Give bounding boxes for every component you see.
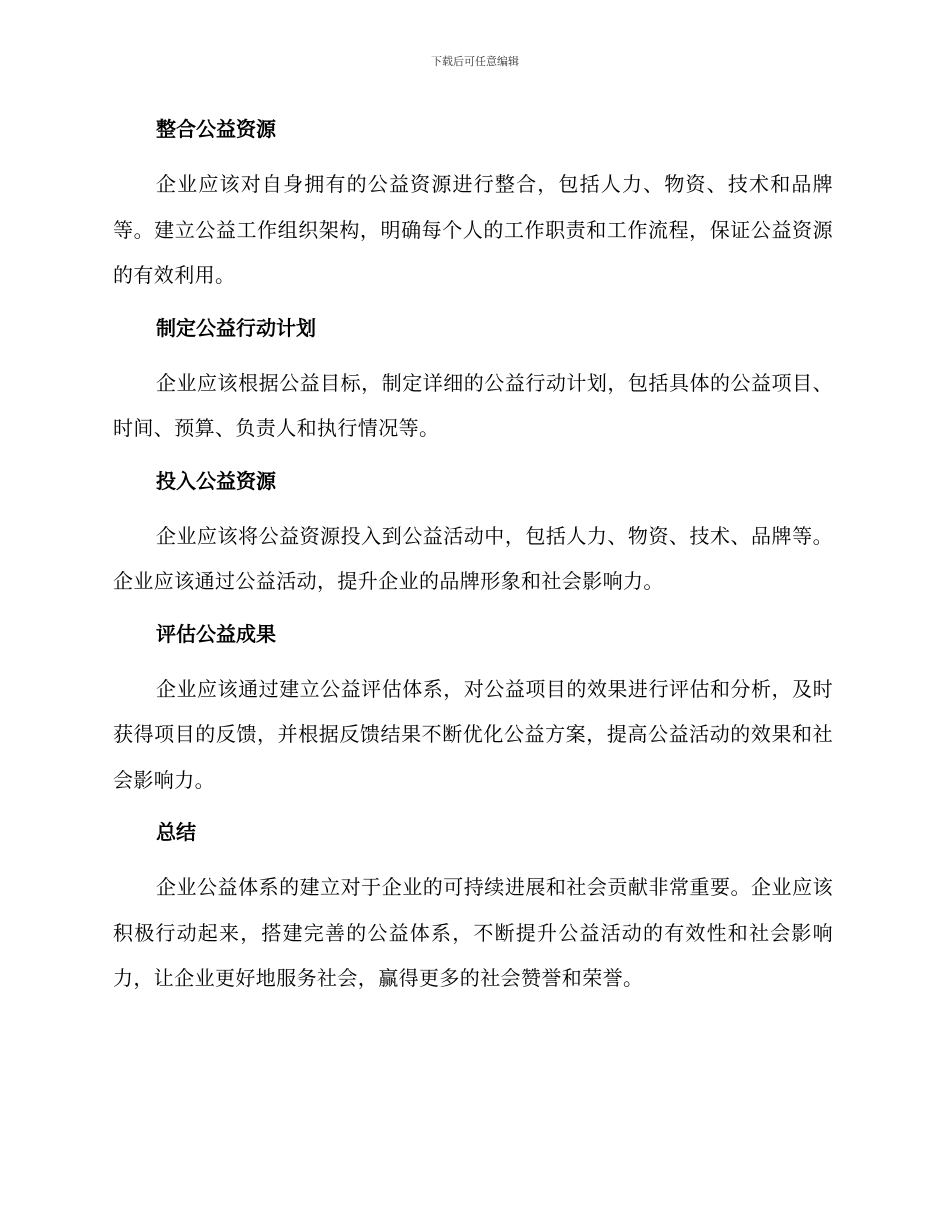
section-heading: 投入公益资源 xyxy=(156,468,276,493)
section-evaluate-results xyxy=(113,616,833,815)
section-integrate-resources xyxy=(113,111,833,310)
section-action-plan xyxy=(113,310,833,463)
section-heading: 制定公益行动计划 xyxy=(156,315,316,340)
section-paragraph: 企业公益体系的建立对于企业的可持续进展和社会贡献非常重要。企业应该积极行动起来，搭建完善的公益体系，不断提升公益活动的有效性和社会影响力，让企业更好地服务社会，赢得更多的社会赞誉和荣誉。 xyxy=(113,875,833,990)
section-heading: 评估公益成果 xyxy=(156,621,276,646)
section-paragraph: 企业应该通过建立公益评估体系，对公益项目的效果进行评估和分析，及时获得项目的反馈，并根据反馈结果不断优化公益方案，提高公益活动的效果和社会影响力。 xyxy=(113,676,833,792)
document-body xyxy=(113,111,833,1002)
section-heading: 整合公益资源 xyxy=(156,117,276,141)
section-paragraph: 企业应该对自身拥有的公益资源进行整合，包括人力、物资、技术和品牌等。建立公益工作组织架构，明确每个人的工作职责和工作流程，保证公益资源的有效利用。 xyxy=(113,172,833,287)
section-paragraph: 企业应该根据公益目标，制定详细的公益行动计划，包括具体的公益项目、时间、预算、负责人和执行情况等。 xyxy=(113,370,833,440)
section-heading: 总结 xyxy=(156,820,196,844)
section-paragraph: 企业应该将公益资源投入到公益活动中，包括人力、物资、技术、品牌等。企业应该通过公益活动，提升企业的品牌形象和社会影响力。 xyxy=(113,523,833,593)
section-invest-resources xyxy=(113,463,833,616)
page-header-note: 下载后可任意编辑 xyxy=(431,55,519,68)
section-summary xyxy=(113,814,833,1002)
